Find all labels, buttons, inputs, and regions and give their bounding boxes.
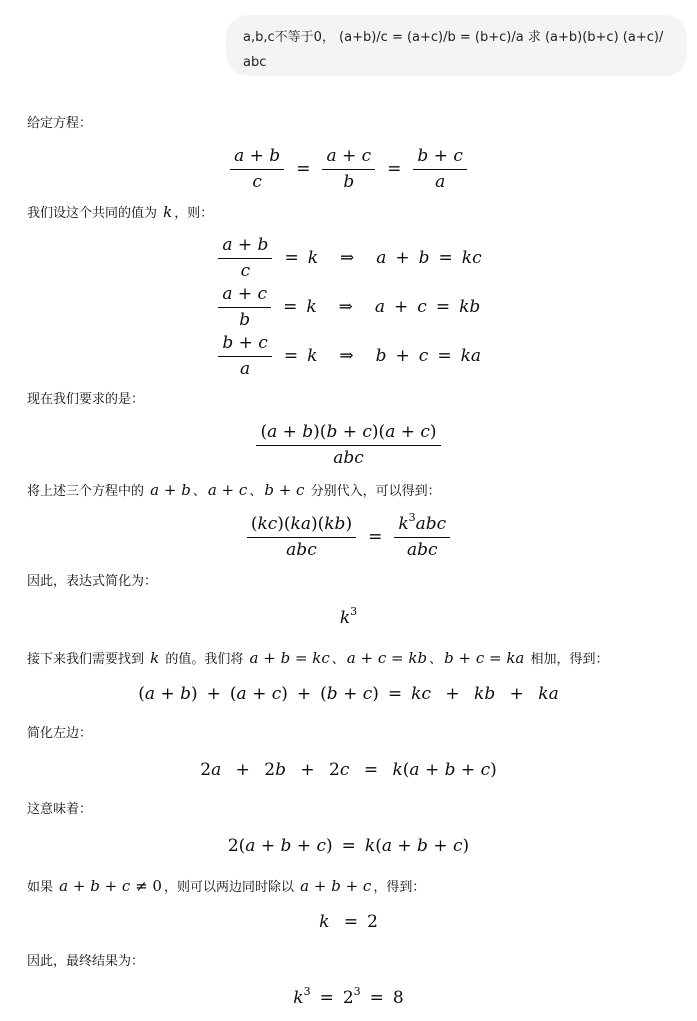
equation-factored: 2(a + b + c) = k(a + b + c) <box>227 836 470 856</box>
goal-paragraph: 现在我们要求的是： <box>27 392 145 407</box>
user-message-bubble <box>226 15 687 76</box>
equation-system: $\frac{a + b}{c}$ = k ⇒ a + b = kc $\frac{a + c}{b}$ = k ⇒ a + c = kb $\frac{b + c}{a}$ = k ⇒ b + c = ka <box>0 233 697 381</box>
user-message-line-2: abc <box>243 55 267 70</box>
equation-substituted: $\frac{(kc)(ka)(kb)}{\text{abc}}$ = $\frac{k^3abc}{\text{abc}}$ <box>0 514 697 560</box>
simplify-paragraph: 因此，表达式简化为： <box>27 574 158 589</box>
final-paragraph: 因此，最终结果为： <box>27 954 145 969</box>
equation-target: $\frac{(a + b)(b + c)(a + c)}{\text{abc}}$ <box>0 422 697 468</box>
substitute-paragraph: 将上述三个方程中的 a + b 、 a + c 、 b + c 分别代入，可以得到： <box>27 481 441 499</box>
equation-sum: (a + b) + (a + c) + (b + c) = kc + kb + ka <box>138 684 559 704</box>
divide-paragraph: 如果 a + b + c ≠ 0 ，则可以两边同时除以 a + b + c ，得到： <box>27 877 426 895</box>
equation-k-value: k = 2 <box>319 912 378 932</box>
find-k-paragraph: 接下来我们需要找到 k 的值。我们将 a + b = kc 、 a + c = kb 、 b + c = ka 相加，得到： <box>27 649 609 667</box>
equation-final: $k^3 = 2^3 = 8$ <box>293 985 404 1008</box>
set-k-paragraph: 我们设这个共同的值为 k ，则： <box>27 203 214 221</box>
user-message-line-1: a,b,c不等于0， (a+b)/c = (a+c)/b = (b+c)/a 求 (a+b)(b+c) (a+c)/ <box>243 30 664 45</box>
equation-k-cubed: $k^3$ <box>339 605 358 628</box>
answer-intro: 给定方程： <box>27 116 93 131</box>
simplify-left-paragraph: 简化左边： <box>27 726 93 741</box>
equation-simplified: 2a + 2b + 2c = k(a + b + c) <box>200 760 497 780</box>
meaning-paragraph: 这意味着： <box>27 802 93 817</box>
equation-given: $\frac{a + b}{c}$ = $\frac{a + c}{b}$ = $\frac{b + c}{a}$ <box>0 146 697 192</box>
